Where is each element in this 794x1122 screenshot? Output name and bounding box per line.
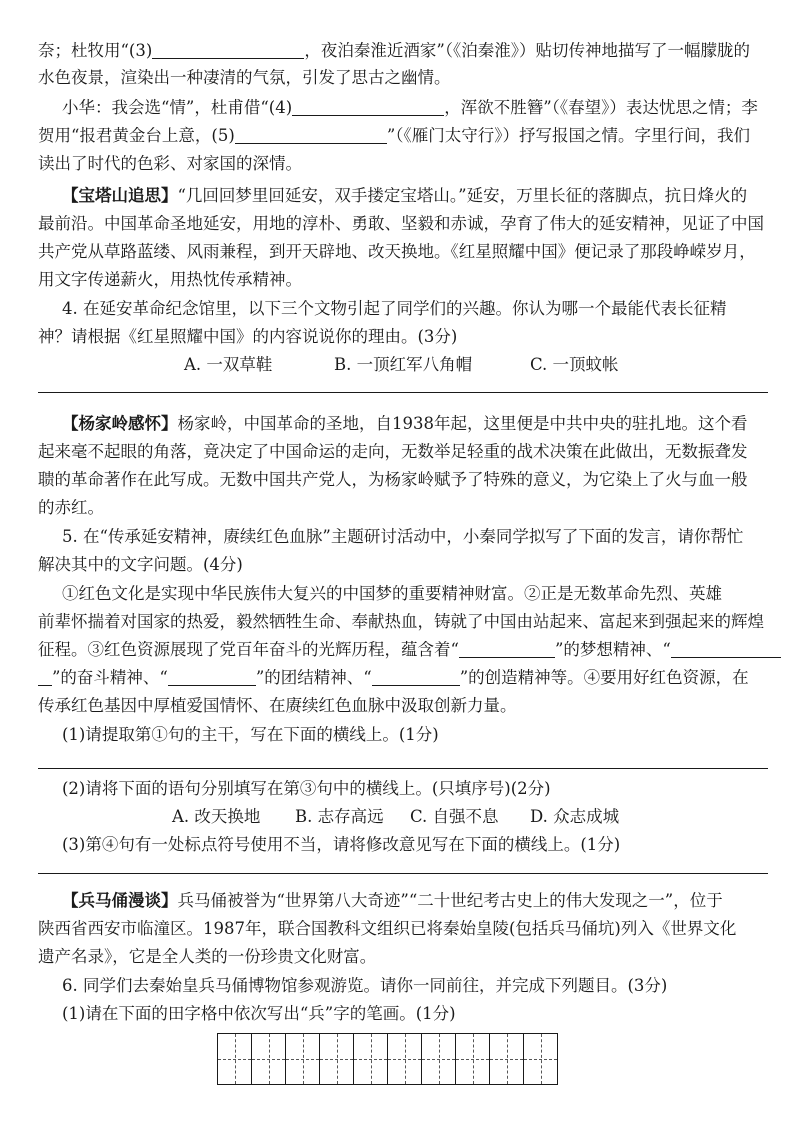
q5-line-2: 解决其中的文字问题。(4分) bbox=[38, 555, 243, 574]
answer-blank-3[interactable] bbox=[152, 42, 304, 59]
answer-blank-5[interactable] bbox=[235, 127, 387, 144]
bingmayong-line-2: 陕西省西安市临潼区。1987年，联合国教科文组织已将秦始皇陵(包括兵马俑坑)列入《世界文化 bbox=[38, 919, 737, 938]
bingmayong-line-1-text: 兵马俑被誉为“世界第八大奇迹”“二十世纪考古史上的伟大发现之一”，位于 bbox=[177, 891, 723, 910]
grid-cell[interactable] bbox=[422, 1034, 456, 1084]
q5-passage-4-c: ”的创造精神等。④要用好红色资源，在 bbox=[459, 668, 749, 687]
yangjialing-line-4: 的赤红。 bbox=[38, 498, 104, 517]
q6-sub-1: (1)请在下面的田字格中依次写出“兵”字的笔画。(1分) bbox=[62, 1004, 456, 1023]
q5-option-b[interactable]: B. 志存高远 bbox=[295, 807, 384, 826]
intro-line-4-b: ”（《雁门太守行》）抒写报国之情。字里行间，我们 bbox=[386, 126, 750, 145]
q5-passage-5: 传承红色基因中厚植爱国情怀、在赓续红色血脉中汲取创新力量。 bbox=[38, 696, 517, 715]
q5-line-1: 5. 在“传承延安精神，赓续红色血脉”主题研讨活动中，小秦同学拟写了下面的发言，请你帮忙 bbox=[62, 527, 744, 546]
q5-blank-2a[interactable] bbox=[671, 641, 781, 658]
q5-blank-1[interactable] bbox=[459, 641, 555, 658]
grid-cell[interactable] bbox=[286, 1034, 320, 1084]
grid-cell[interactable] bbox=[490, 1034, 524, 1084]
yangjialing-line-1 bbox=[62, 413, 768, 435]
grid-cell[interactable] bbox=[456, 1034, 490, 1084]
baota-line-3: 共产党从草路蓝缕、风雨兼程，到开天辟地、改天换地。《红星照耀中国》便记录了那段峥嵘岁月， bbox=[38, 242, 756, 261]
q5-passage-1: ①红色文化是实现中华民族伟大复兴的中国梦的重要精神财富。②正是无数革命先烈、英雄 bbox=[62, 584, 722, 603]
q5-sub-1: (1)请提取第①句的主干，写在下面的横线上。(1分) bbox=[62, 725, 439, 744]
q5-option-d[interactable]: D. 众志成城 bbox=[530, 807, 620, 826]
intro-line-1 bbox=[38, 40, 768, 62]
q5-passage-3-b: ”的梦想精神、“ bbox=[554, 640, 671, 659]
intro-line-4 bbox=[38, 125, 768, 147]
intro-line-3-a: 小华：我会选“情”，杜甫借“(4) bbox=[62, 98, 293, 117]
q4-option-c[interactable]: C. 一顶蚊帐 bbox=[530, 355, 619, 374]
q4-line-2: 神？请根据《红星照耀中国》的内容说说你的理由。(3分) bbox=[38, 327, 458, 346]
bingmayong-heading: 【兵马俑漫谈】 bbox=[62, 891, 178, 910]
q5-passage-4-b: ”的团结精神、“ bbox=[255, 668, 372, 687]
baota-line-1-text: “几回回梦里回延安，双手搂定宝塔山。”延安，万里长征的落脚点，抗日烽火的 bbox=[177, 186, 748, 205]
q4-answer-line[interactable] bbox=[38, 392, 768, 393]
q5-sub-1-answer-line[interactable] bbox=[38, 768, 768, 769]
q4-line-1: 4. 在延安革命纪念馆里，以下三个文物引起了同学们的兴趣。你认为哪一个最能代表长征精 bbox=[62, 299, 727, 318]
bingmayong-line-1 bbox=[62, 890, 768, 912]
yangjialing-heading: 【杨家岭感怀】 bbox=[62, 414, 178, 433]
baota-line-4: 用文字传递薪火，用热忱传承精神。 bbox=[38, 270, 302, 289]
grid-cell[interactable] bbox=[320, 1034, 354, 1084]
intro-line-5: 读出了时代的色彩、对家国的深情。 bbox=[38, 154, 302, 173]
q5-sub-2-options bbox=[172, 806, 732, 828]
grid-cell[interactable] bbox=[524, 1034, 558, 1084]
q5-passage-4 bbox=[38, 667, 768, 689]
baota-line-1 bbox=[62, 185, 768, 207]
q5-passage-2: 前辈怀揣着对国家的热爱，毅然牺牲生命、奉献热血，铸就了中国由站起来、富起来到强起来的辉煌 bbox=[38, 612, 764, 631]
yangjialing-line-1-text: 杨家岭，中国革命的圣地，自1938年起，这里便是中共中央的驻扎地。这个看 bbox=[177, 414, 748, 433]
q5-blank-3[interactable] bbox=[168, 669, 256, 686]
yangjialing-line-2: 起来毫不起眼的角落，竟决定了中国命运的走向，无数举足轻重的战术决策在此做出，无数振聋发 bbox=[38, 442, 748, 461]
yangjialing-line-3: 聩的革命著作在此写成。无数中国共产党人，为杨家岭赋予了特殊的意义，为它染上了火与血一般 bbox=[38, 470, 748, 489]
q5-passage-3-a: 征程。③红色资源展现了党百年奋斗的光辉历程，蕴含着“ bbox=[38, 640, 459, 659]
q4-option-b[interactable]: B. 一顶红军八角帽 bbox=[334, 355, 473, 374]
intro-line-1-a: 奈；杜牧用“(3) bbox=[38, 41, 153, 60]
q5-sub-2: (2)请将下面的语句分别填写在第③句中的横线上。(只填序号)(2分) bbox=[62, 779, 551, 798]
grid-cell[interactable] bbox=[218, 1034, 252, 1084]
q5-passage-3 bbox=[38, 639, 768, 661]
grid-cell[interactable] bbox=[354, 1034, 388, 1084]
q4-options bbox=[184, 354, 684, 376]
q6-line-1: 6. 同学们去秦始皇兵马俑博物馆参观游览。请你一同前往，并完成下列题目。(3分) bbox=[62, 976, 668, 995]
q5-sub-3: (3)第④句有一处标点符号使用不当，请将修改意见写在下面的横线上。(1分) bbox=[62, 835, 621, 854]
intro-line-4-a: 贺用“报君黄金台上意，(5) bbox=[38, 126, 235, 145]
q5-option-c[interactable]: C. 自强不息 bbox=[410, 807, 499, 826]
baota-heading: 【宝塔山追思】 bbox=[62, 186, 178, 205]
grid-cell[interactable] bbox=[252, 1034, 286, 1084]
q5-sub-3-answer-line[interactable] bbox=[38, 873, 768, 874]
intro-line-1-b: ，夜泊秦淮近酒家”（《泊秦淮》）贴切传神地描写了一幅朦胧的 bbox=[304, 41, 750, 60]
q5-blank-4[interactable] bbox=[372, 669, 460, 686]
q4-option-a[interactable]: A. 一双草鞋 bbox=[184, 355, 273, 374]
q5-option-a[interactable]: A. 改天换地 bbox=[172, 807, 261, 826]
baota-line-2: 最前沿。中国革命圣地延安，用地的淳朴、勇敢、坚毅和赤诚，孕育了伟大的延安精神，见证了中国 bbox=[38, 214, 764, 233]
tianzige-grid bbox=[217, 1033, 558, 1085]
q5-blank-2b[interactable] bbox=[38, 669, 52, 686]
intro-line-3 bbox=[62, 97, 768, 119]
intro-line-2: 水色夜景，渲染出一种凄清的气氛，引发了思古之幽情。 bbox=[38, 68, 451, 87]
answer-blank-4[interactable] bbox=[292, 99, 444, 116]
intro-line-3-b: ，浑欲不胜簪”（《春望》）表达忧思之情；李 bbox=[444, 98, 758, 117]
q5-passage-4-a: ”的奋斗精神、“ bbox=[52, 668, 168, 687]
grid-cell[interactable] bbox=[388, 1034, 422, 1084]
bingmayong-line-3: 遗产名录》，它是全人类的一份珍贵文化财富。 bbox=[38, 947, 377, 966]
